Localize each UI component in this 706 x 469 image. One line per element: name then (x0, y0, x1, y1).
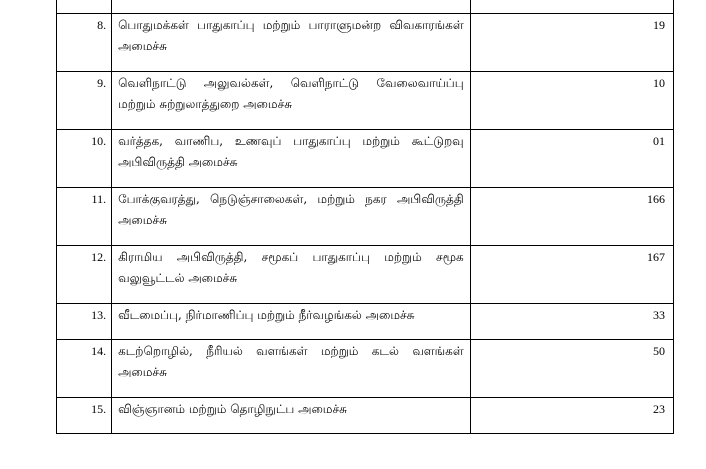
row-number: 12. (57, 246, 112, 304)
stub-cell-num (57, 0, 112, 14)
table-row (57, 304, 674, 340)
ministry-name: விஞ்ஞானம் மற்றும் தொழிநுட்ப அமைச்சு (112, 398, 471, 434)
row-number: 13. (57, 304, 112, 340)
row-number: 9. (57, 72, 112, 130)
row-number: 11. (57, 188, 112, 246)
stub-cell-name (112, 0, 471, 14)
ministry-name: வர்த்தக, வாணிப, உணவுப் பாதுகாப்பு மற்றும் கூட்டுறவு அபிவிருத்தி அமைச்சு (112, 130, 471, 188)
row-value: 19 (470, 14, 673, 72)
row-number: 14. (57, 340, 112, 398)
ministry-name: போக்குவரத்து, நெடுஞ்சாலைகள், மற்றும் நகர அபிவிருத்தி அமைச்சு (112, 188, 471, 246)
row-number: 10. (57, 130, 112, 188)
table-row (57, 340, 674, 398)
table-row-stub (57, 0, 674, 14)
table-row (57, 130, 674, 188)
row-value: 23 (470, 398, 673, 434)
row-value: 01 (470, 130, 673, 188)
ministry-table (56, 0, 674, 434)
row-value: 50 (470, 340, 673, 398)
ministry-name: பொதுமக்கள் பாதுகாப்பு மற்றும் பாராளுமன்ற விவகாரங்கள் அமைச்சு (112, 14, 471, 72)
ministry-name: கடற்றொழில், நீரியல் வளங்கள் மற்றும் கடல் வளங்கள் அமைச்சு (112, 340, 471, 398)
row-number: 15. (57, 398, 112, 434)
stub-cell-value (470, 0, 673, 14)
ministry-name: வெளிநாட்டு அலுவல்கள், வெளிநாட்டு வேலைவாய்ப்பு மற்றும் சுற்றுலாத்துறை அமைச்சு (112, 72, 471, 130)
table-row (57, 188, 674, 246)
table-row (57, 72, 674, 130)
ministry-table-container (56, 0, 674, 434)
row-value: 33 (470, 304, 673, 340)
row-number: 8. (57, 14, 112, 72)
table-row (57, 398, 674, 434)
row-value: 167 (470, 246, 673, 304)
table-row (57, 14, 674, 72)
ministry-name: கிராமிய அபிவிருத்தி, சமூகப் பாதுகாப்பு மற்றும் சமூக வலுவூட்டல் அமைச்சு (112, 246, 471, 304)
row-value: 166 (470, 188, 673, 246)
row-value: 10 (470, 72, 673, 130)
table-row (57, 246, 674, 304)
ministry-name: வீடமைப்பு, நிர்மாணிப்பு மற்றும் நீர்வழங்கல் அமைச்சு (112, 304, 471, 340)
